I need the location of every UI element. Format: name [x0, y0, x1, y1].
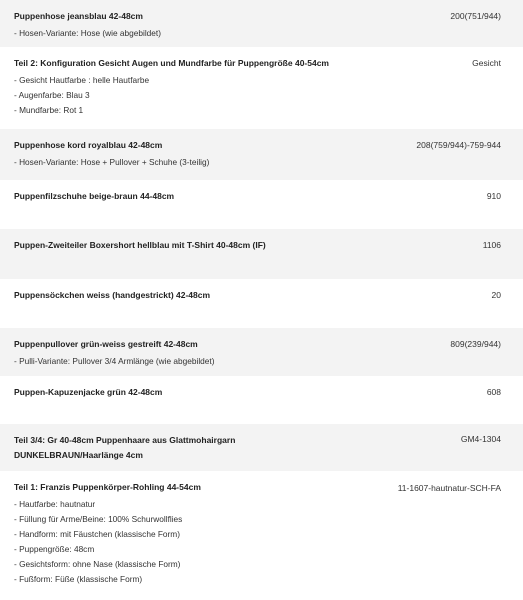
- list-item: [0, 47, 523, 129]
- item-name: Puppensöckchen weiss (handgestrickt) 42-48cm: [14, 290, 211, 300]
- item-name: Teil 1: Franzis Puppenkörper-Rohling 44-54cm: [14, 482, 201, 492]
- item-option: - Pulli-Variante: Pullover 3/4 Armlänge (wie abgebildet): [14, 356, 215, 366]
- item-option: - Füllung für Arme/Beine: 100% Schurwollflies: [14, 514, 183, 524]
- list-item: [0, 279, 523, 328]
- list-item: [0, 471, 523, 600]
- item-name: Puppenfilzschuhe beige-braun 44-48cm: [14, 191, 175, 201]
- item-name: Puppen-Kapuzenjacke grün 42-48cm: [14, 387, 163, 397]
- item-sku: 11-1607-hautnatur-SCH-FA: [397, 483, 501, 493]
- item-option: - Hosen-Variante: Hose (wie abgebildet): [14, 28, 161, 38]
- item-option: - Handform: mit Fäustchen (klassische Form): [14, 529, 180, 539]
- list-item: [0, 328, 523, 376]
- item-sku: 200(751/944): [450, 11, 501, 21]
- item-option: - Puppengröße: 48cm: [14, 544, 95, 554]
- item-name: Teil 2: Konfiguration Gesicht Augen und Mundfarbe für Puppengröße 40-54cm: [14, 58, 329, 68]
- item-option: - Gesichtsform: ohne Nase (klassische Form): [14, 559, 181, 569]
- list-item: [0, 424, 523, 471]
- item-option: - Gesicht Hautfarbe : helle Hautfarbe: [14, 75, 150, 85]
- list-item: [0, 376, 523, 424]
- list-item: [0, 129, 523, 180]
- item-sku: 910: [486, 191, 501, 201]
- item-name: Puppenhose kord royalblau 42-48cm: [14, 140, 163, 150]
- item-sku: 20: [491, 290, 501, 300]
- item-name: Puppenpullover grün-weiss gestreift 42-48cm: [14, 339, 198, 349]
- item-option: - Fußform: Füße (klassische Form): [14, 574, 143, 584]
- item-name: Puppen-Zweiteiler Boxershort hellblau mit T-Shirt 40-48cm (IF): [14, 240, 266, 250]
- item-option: - Augenfarbe: Blau 3: [14, 90, 90, 100]
- item-name: Puppenhose jeansblau 42-48cm: [14, 11, 143, 21]
- list-item: [0, 229, 523, 279]
- item-option: - Hosen-Variante: Hose + Pullover + Schuhe (3-teilig): [14, 157, 210, 167]
- item-name: Teil 3/4: Gr 40-48cm Puppenhaare aus Glattmohairgarn DUNKELBRAUN/Haarlänge 4cm: [14, 435, 236, 460]
- item-option: - Hautfarbe: hautnatur: [14, 499, 96, 509]
- item-sku: Gesicht: [472, 58, 501, 68]
- item-sku: 1106: [482, 240, 501, 250]
- list-item: [0, 180, 523, 229]
- item-sku: 608: [486, 387, 501, 397]
- item-option: - Mundfarbe: Rot 1: [14, 105, 84, 115]
- list-item: [0, 0, 523, 47]
- item-sku: 208(759/944)-759-944: [416, 140, 501, 150]
- item-sku: 809(239/944): [450, 339, 501, 349]
- item-sku: GM4-1304: [460, 434, 501, 444]
